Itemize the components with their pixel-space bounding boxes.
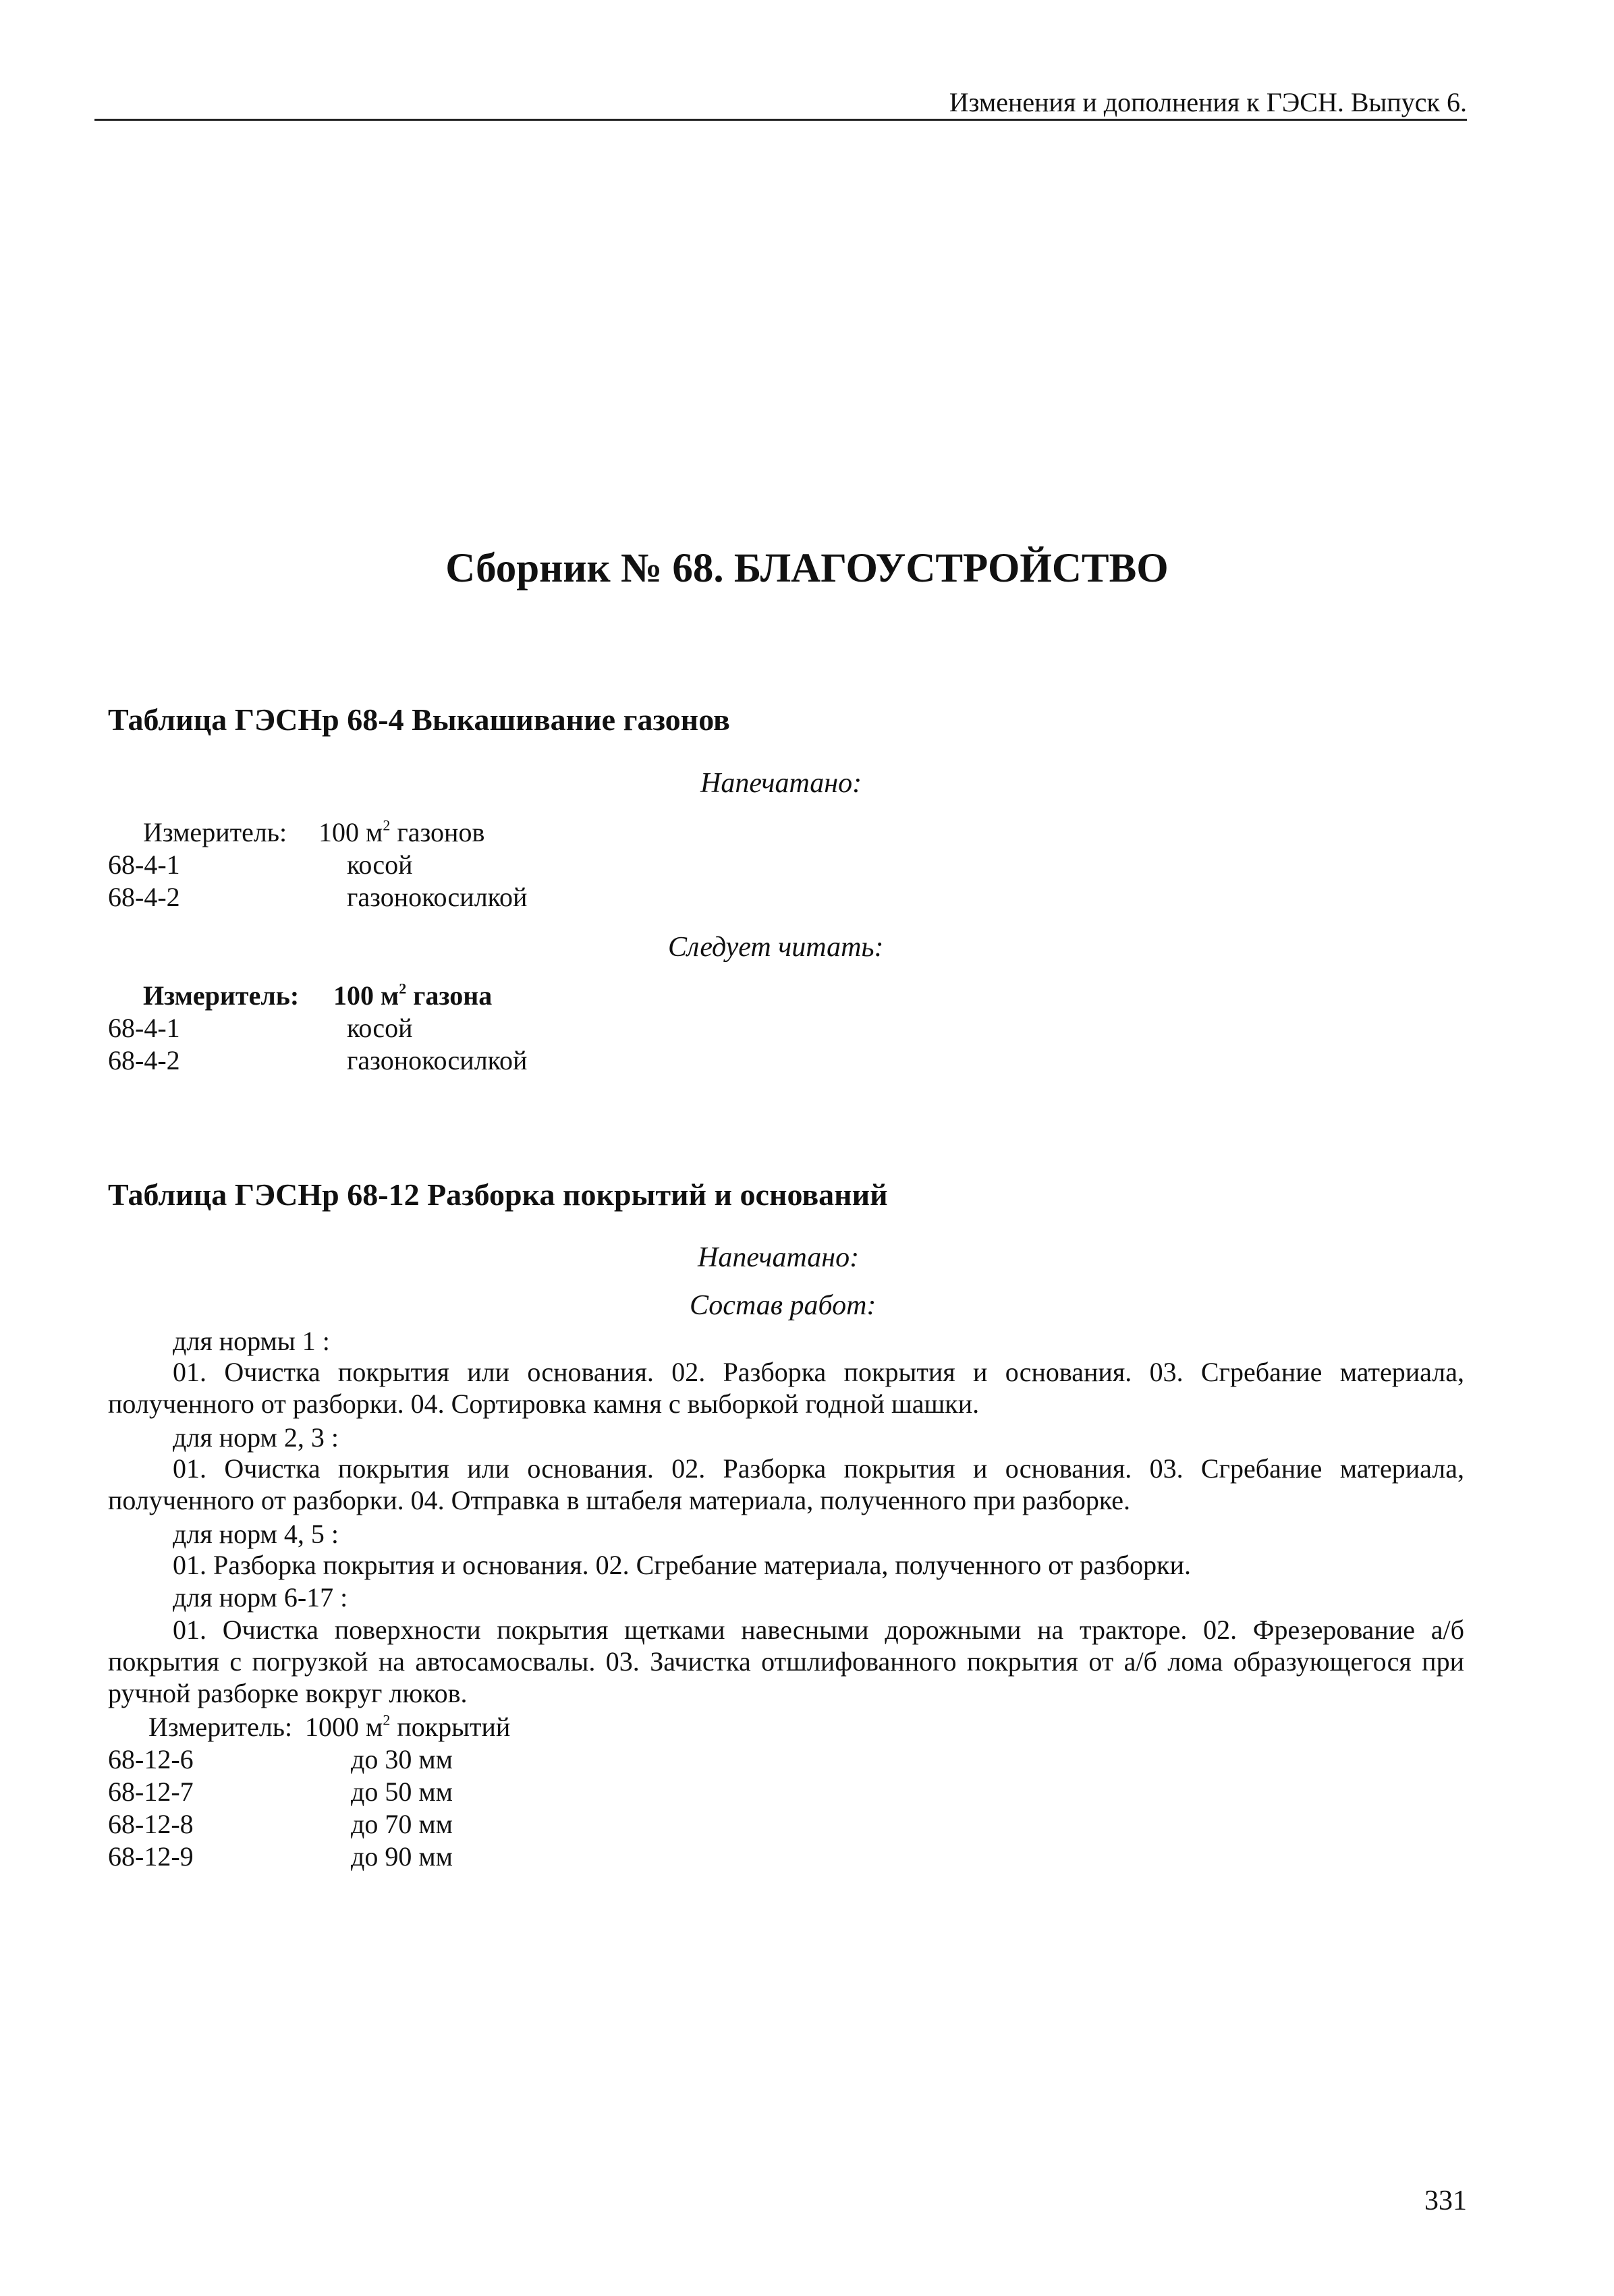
meter-value: 100 $м^2$ газонов <box>318 816 485 847</box>
norm-description: до 50 мм <box>351 1776 453 1807</box>
page-number: 331 <box>1424 2185 1467 2216</box>
work-description: 01. Очистка покрытия или основания. 02. Разборка покрытия и основания. 03. Сгребание материала, полученного от разборки. 04. Сортировка камня с выборкой годной шашки. <box>108 1357 1464 1419</box>
norm-scope: для норм 6-17 : <box>173 1582 348 1613</box>
norm-code: 68-12-7 <box>108 1776 194 1807</box>
composition-label: Состав работ: <box>690 1290 876 1321</box>
norm-description: газонокосилкой <box>347 882 528 912</box>
norm-code: 68-4-2 <box>108 1045 180 1075</box>
should-read-label: Следует читать: <box>668 932 884 963</box>
table-68-4-title: Таблица ГЭСНр 68-4 Выкашивание газонов <box>108 702 730 737</box>
norm-description: до 90 мм <box>351 1841 453 1872</box>
work-description: 01. Очистка поверхности покрытия щетками навесными дорожными на тракторе. 02. Фрезерование а/б покрытия с погрузкой на автосамосвалы. 03. Зачистка отшлифованного покрытия от а/б лома образующегося при ручной разборке вокруг люков. <box>108 1615 1464 1708</box>
norm-description: косой <box>347 1013 413 1043</box>
table-68-12-title: Таблица ГЭСНр 68-12 Разборка покрытий и оснований <box>108 1177 888 1212</box>
meter-value: 1000 $м^2$ покрытий <box>305 1711 511 1742</box>
collection-title: Сборник № 68. БЛАГОУСТРОЙСТВО <box>445 546 1169 591</box>
meter-label: Измеритель: <box>143 980 300 1011</box>
meter-label: Измеритель: <box>148 1712 293 1742</box>
norm-code: 68-12-8 <box>108 1809 194 1839</box>
norm-scope: для нормы 1 : <box>173 1326 330 1356</box>
norm-code: 68-4-2 <box>108 882 180 912</box>
norm-code: 68-12-9 <box>108 1841 194 1872</box>
norm-code: 68-4-1 <box>108 1013 180 1043</box>
printed-label: Напечатано: <box>700 768 862 799</box>
running-header: Изменения и дополнения к ГЭСН. Выпуск 6. <box>949 87 1467 117</box>
work-description: 01. Разборка покрытия и основания. 02. Сгребание материала, полученного от разборки. <box>173 1550 1191 1580</box>
norm-code: 68-4-1 <box>108 849 180 880</box>
work-description: 01. Очистка покрытия или основания. 02. Разборка покрытия и основания. 03. Сгребание материала, полученного от разборки. 04. Отправка в штабеля материала, полученного при разборке. <box>108 1453 1464 1515</box>
norm-description: косой <box>347 849 413 880</box>
meter-value: 100 $м^2$ газона <box>333 980 493 1011</box>
norm-description: до 30 мм <box>351 1744 453 1774</box>
norm-code: 68-12-6 <box>108 1744 194 1774</box>
header-rule <box>94 119 1467 121</box>
norm-description: газонокосилкой <box>347 1045 528 1075</box>
norm-scope: для норм 4, 5 : <box>173 1519 339 1549</box>
printed-label: Напечатано: <box>698 1242 860 1273</box>
norm-scope: для норм 2, 3 : <box>173 1422 339 1453</box>
norm-description: до 70 мм <box>351 1809 453 1839</box>
meter-label: Измеритель: <box>143 817 287 847</box>
